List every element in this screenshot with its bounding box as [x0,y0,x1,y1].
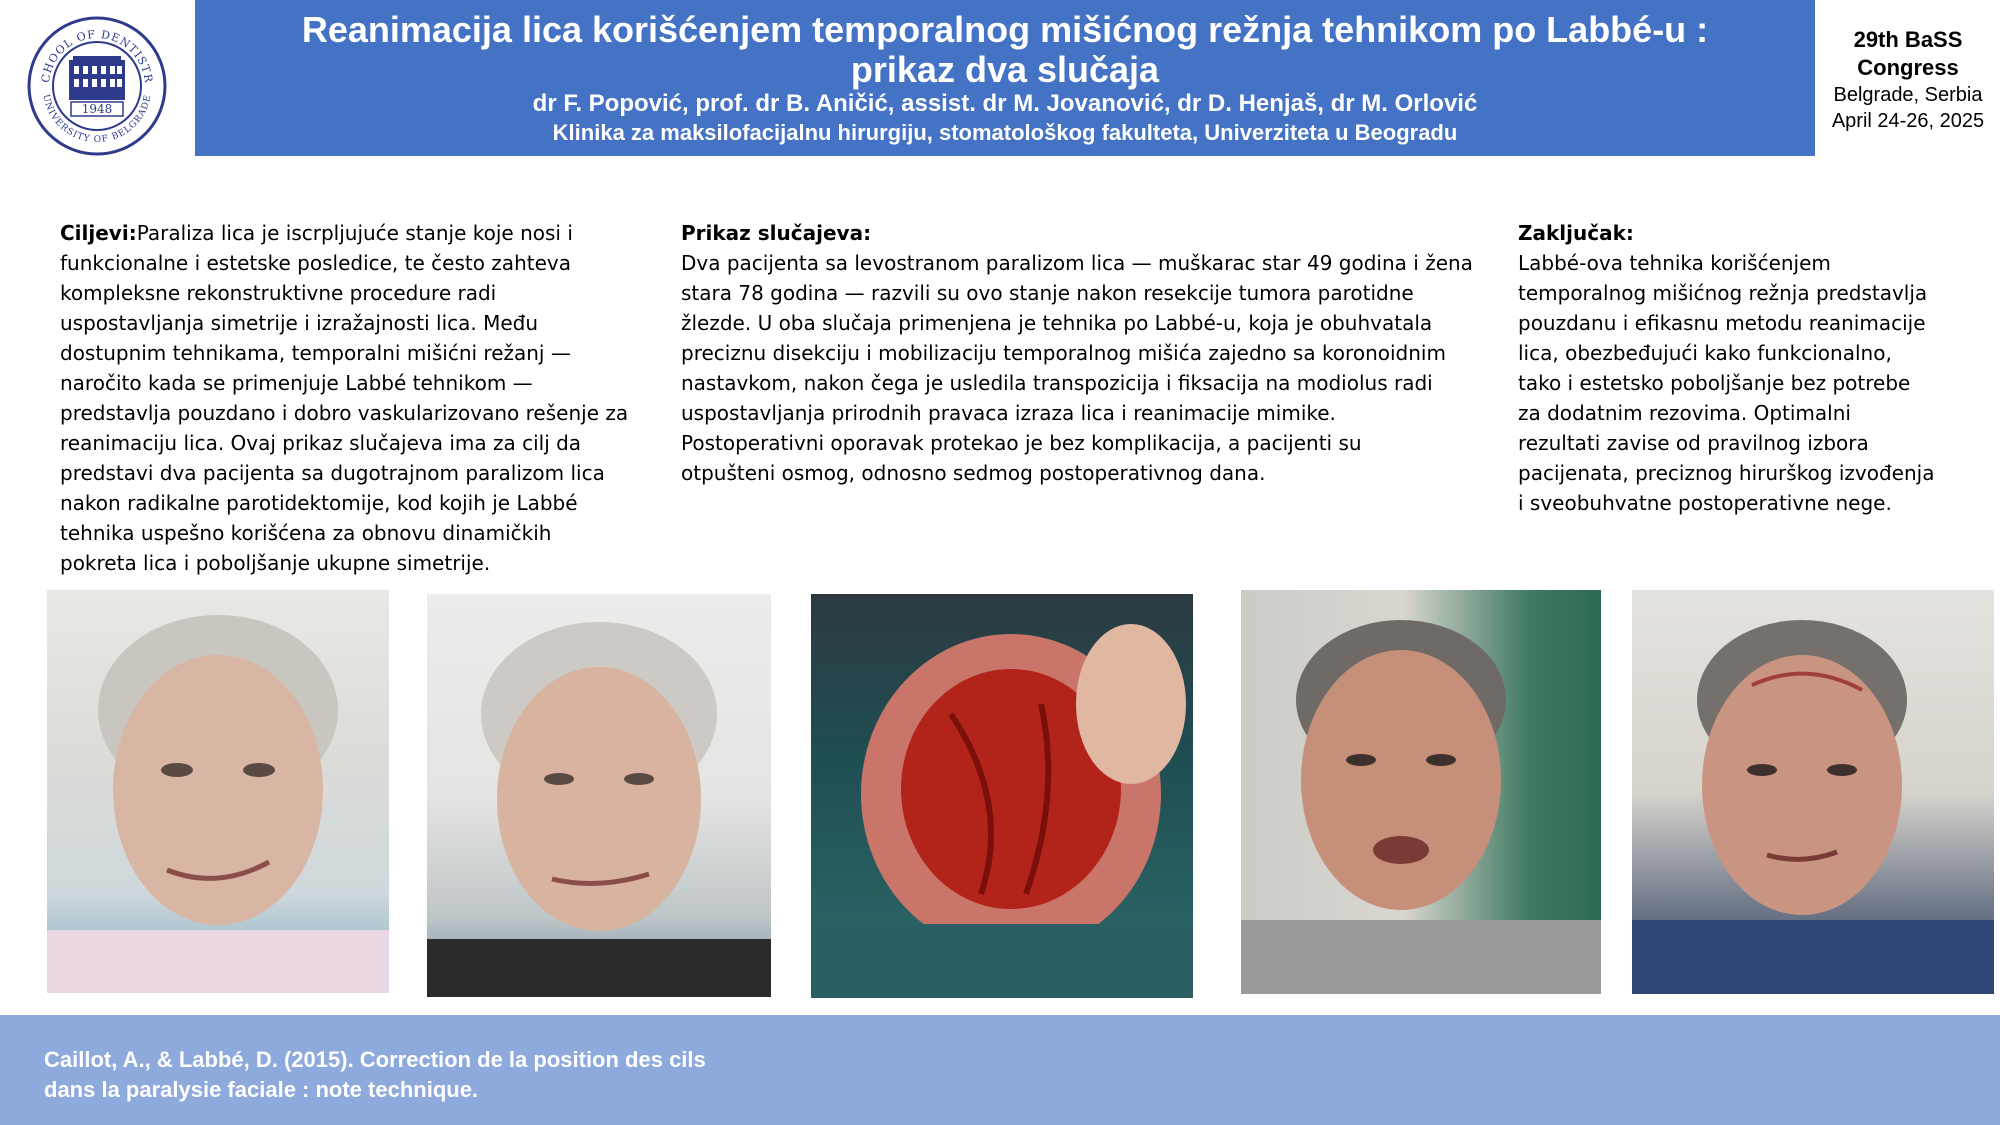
cases-heading: Prikaz slučajeva: [681,221,872,245]
aims-line: dostupnim tehnikama, temporalni mišićni režanj — [60,341,571,365]
aims-line: uspostavljanja simetrije i izražajnosti lica. Među [60,311,539,335]
section-aims [60,218,640,578]
conclusion-line: rezultati zavise od pravilnog izbora [1518,431,1869,455]
logo-text-bottom: UNIVERSITY OF BELGRADE [40,93,154,146]
poster-title [195,10,1815,90]
footer-band [0,1015,2000,1125]
congress-name-line-2: Congress [1857,55,1959,80]
section-cases [681,218,1481,488]
aims-line: predstavlja pouzdano i dobro vaskularizovano rešenje za [60,401,629,425]
logo-year: 1948 [81,102,113,116]
reference [44,1045,944,1105]
photo-patient-2-preop [1241,590,1601,994]
cases-line: Dva pacijenta sa levostranom paralizom lica — muškarac star 49 godina i žena [681,251,1473,275]
conclusion-line: pacijenata, preciznog hirurškog izvođenja [1518,461,1935,485]
aims-line: reanimaciju lica. Ovaj prikaz slučajeva ima za cilj da [60,431,582,455]
cases-line: nastavkom, nakon čega je usledila transpozicija i fiksacija na modiolus radi [681,371,1433,395]
aims-line: naročito kada se primenjuje Labbé tehnikom — [60,371,533,395]
aims-first-line [60,218,640,248]
aims-line: pokreta lica i poboljšanje ukupne simetrije. [60,551,491,575]
conclusion-heading: Zaključak: [1518,221,1634,245]
photo-patient-2-postop [1632,590,1994,994]
conclusion-line: tako i estetsko poboljšanje bez potrebe [1518,371,1911,395]
aims-line: predstavi dva pacijenta sa dugotrajnom paralizom lica [60,461,605,485]
section-conclusion [1518,218,1968,518]
photo-patient-1-preop [47,590,389,993]
title-line-1: Reanimacija lica korišćenjem temporalnog mišićnog režnja tehnikom po Labbé-u : [301,9,1709,50]
cases-line: žlezde. U oba slučaja primenjena je tehnika po Labbé-u, koja je obuhvatala [681,311,1433,335]
authors: dr F. Popović, prof. dr B. Aničić, assist. dr M. Jovanović, dr D. Henjaš, dr M. Orlović [532,90,1478,117]
congress-date: April 24-26, 2025 [1831,110,1985,132]
photo-intraoperative [811,594,1193,998]
header-band [195,0,1815,156]
conclusion-line: i sveobuhvatne postoperativne nege. [1518,491,1892,515]
aims-line: nakon radikalne parotidektomije, kod kojih je Labbé [60,491,578,515]
university-logo [27,16,167,156]
conclusion-line: pouzdanu i efikasnu metodu reanimacije [1518,311,1926,335]
congress-info [1822,26,1994,134]
photo-patient-1-postop [427,594,771,997]
congress-place: Belgrade, Serbia [1833,84,1983,106]
aims-text-start: Paraliza lica je iscrpljujuće stanje koje nosi i [136,221,573,245]
conclusion-line: za dodatnim rezovima. Optimalni [1518,401,1851,425]
title-line-2: prikaz dva slučaja [850,49,1160,90]
affiliation: Klinika za maksilofacijalnu hirurgiju, stomatološkog fakulteta, Univerziteta u Beogradu [552,120,1458,145]
cases-line: uspostavljanja prirodnih pravaca izraza lica i reanimacije mimike. [681,401,1336,425]
aims-heading: Ciljevi: [60,221,137,245]
aims-line: kompleksne rekonstruktivne procedure radi [60,281,497,305]
reference-line-1: Caillot, A., & Labbé, D. (2015). Correction de la position des cils [44,1047,706,1072]
aims-line: tehnika uspešno korišćena za obnovu dinamičkih [60,521,552,545]
cases-line: preciznu disekciju i mobilizaciju temporalnog mišića zajedno sa koronoidnim [681,341,1446,365]
cases-line: Postoperativni oporavak protekao je bez komplikacija, a pacijenti su [681,431,1362,455]
cases-line: otpušteni osmog, odnosno sedmog postoperativnog dana. [681,461,1266,485]
conclusion-line: temporalnog mišićnog režnja predstavlja [1518,281,1928,305]
cases-line: stara 78 godina — razvili su ovo stanje nakon resekcije tumora parotidne [681,281,1414,305]
reference-line-2: dans la paralysie faciale : note technique. [44,1077,479,1102]
conclusion-line: Labbé-ova tehnika korišćenjem [1518,251,1831,275]
congress-name-line-1: 29th BaSS [1853,27,1963,52]
conclusion-line: lica, obezbeđujući kako funkcionalno, [1518,341,1892,365]
logo-text-top: CHOOL OF DENTISTR [38,27,156,84]
aims-line: funkcionalne i estetske posledice, te često zahteva [60,251,571,275]
